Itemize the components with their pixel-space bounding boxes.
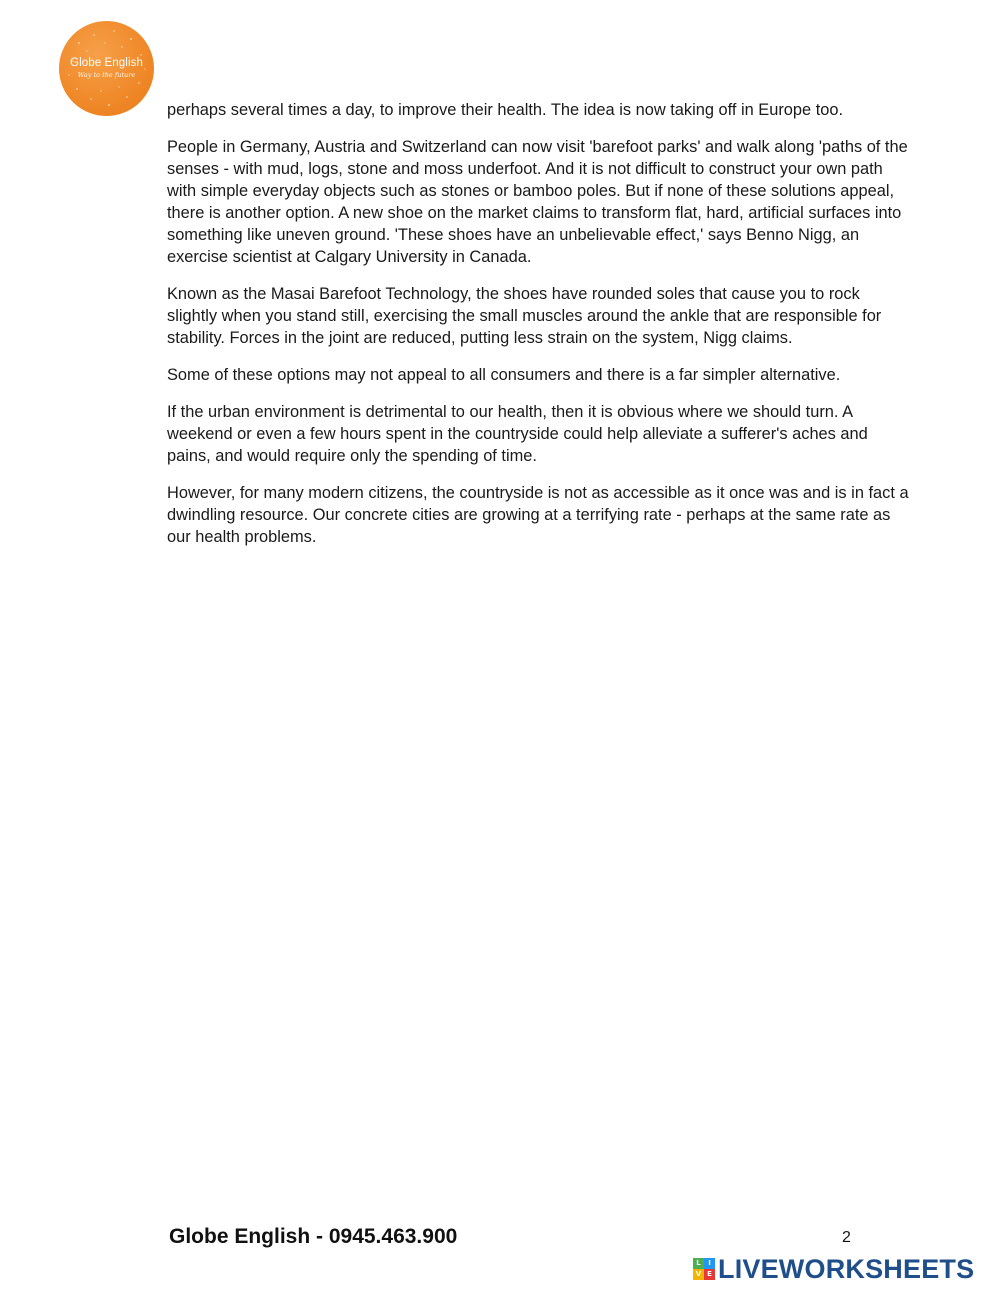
paragraph: Some of these options may not appeal to all consumers and there is a far simpler alternative. <box>167 366 841 384</box>
lw-icon-letter-i: I <box>704 1258 715 1269</box>
liveworksheets-watermark <box>693 1254 974 1284</box>
lw-icon-letter-v: V <box>693 1269 704 1280</box>
lw-icon-letter-l: L <box>693 1258 704 1269</box>
globe-english-logo <box>59 21 154 116</box>
liveworksheets-logo-icon <box>693 1258 715 1280</box>
footer-title: Globe English - 0945.463.900 <box>169 1225 458 1248</box>
paragraph: Known as the Masai Barefoot Technology, the shoes have rounded soles that cause you to rock slightly when you stand still, exercising the small muscles around the ankle that are responsible for stability. Forces in the joint are reduced, putting less strain on the system, Nigg claims. <box>167 285 882 347</box>
logo-tagline: Way to the future <box>77 71 136 79</box>
paragraph: perhaps several times a day, to improve their health. The idea is now taking off in Europe too. <box>167 101 844 119</box>
page-number: 2 <box>842 1229 851 1246</box>
paragraph: People in Germany, Austria and Switzerland can now visit 'barefoot parks' and walk along 'paths of the senses - with mud, logs, stone and moss underfoot. And it is not difficult to construct your own path with simple everyday objects such as stones or bamboo poles. But if none of these solutions appeal, there is another option. A new shoe on the market claims to transform flat, hard, artificial surfaces into something like uneven ground. 'These shoes have an unbelievable effect,' says Benno Nigg, an exercise scientist at Calgary University in Canada. <box>167 138 908 266</box>
logo-name: Globe English <box>70 57 143 69</box>
lw-icon-letter-e: E <box>704 1269 715 1280</box>
paragraph: However, for many modern citizens, the countryside is not as accessible as it once was and is in fact a dwindling resource. Our concrete cities are growing at a terrifying rate - perhaps at the same rate as our health problems. <box>167 484 909 546</box>
liveworksheets-wordmark: LIVEWORKSHEETS <box>718 1253 975 1284</box>
paragraph: If the urban environment is detrimental to our health, then it is obvious where we should turn. A weekend or even a few hours spent in the countryside could help alleviate a sufferer's aches and pains, and would require only the spending of time. <box>167 403 868 465</box>
article-body <box>167 99 912 563</box>
